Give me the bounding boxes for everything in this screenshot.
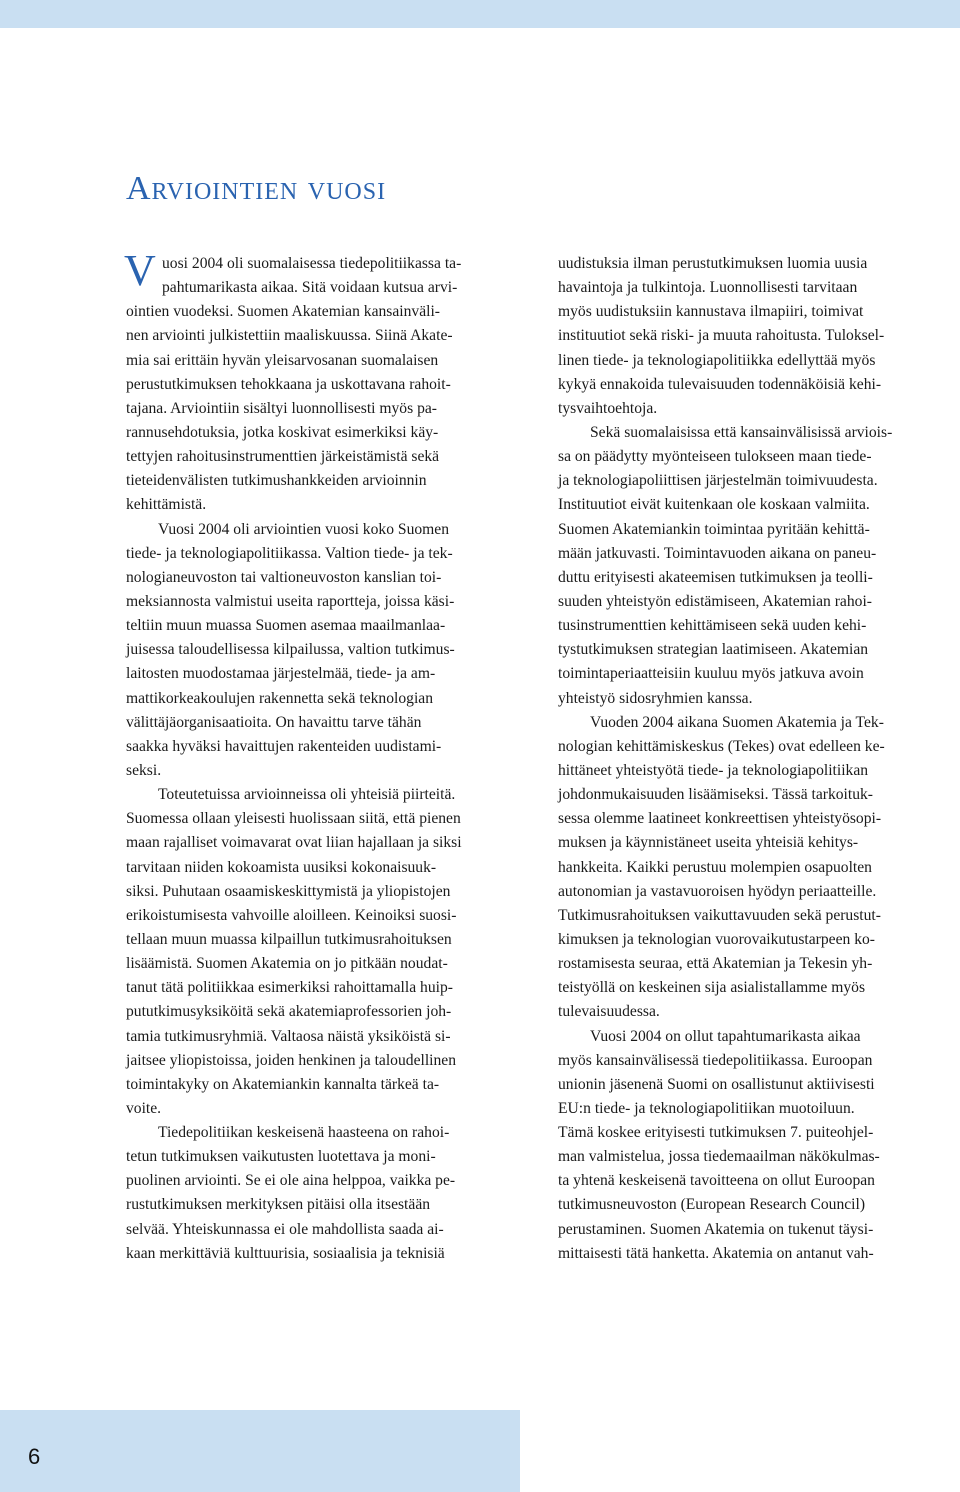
text-line: uudistuksia ilman perustutkimuksen luomia uusia bbox=[558, 255, 868, 272]
text-line: toimintaperiaatteisiin kuuluu myös jatkuva avoin bbox=[558, 665, 864, 683]
text-line: puolinen arviointi. Se ei ole aina helppoa, vaikka pe- bbox=[126, 1172, 456, 1190]
left-text-column bbox=[126, 252, 514, 1266]
text-line: pahtumarikasta aikaa. Sitä voidaan kutsua arvi- bbox=[162, 279, 458, 297]
right-text-column bbox=[558, 252, 946, 1266]
text-line: tystutkimuksen strategian laatimiseen. Akatemian bbox=[558, 641, 869, 659]
text-line: tanut tätä politiikkaa esimerkiksi rahoittamalla huip- bbox=[126, 979, 453, 997]
drop-cap: V bbox=[124, 246, 156, 295]
text-line: kykyä ennakoida tulevaisuuden todennäköisiä kehi- bbox=[558, 375, 882, 393]
text-line: kaan merkittäviä kulttuurisia, sosiaalisia ja teknisiä bbox=[126, 1244, 445, 1262]
text-line: autonomian ja vastavuoroisen hyödyn periaatteille. bbox=[558, 882, 877, 900]
text-line: perustaminen. Suomen Akatemia on tukenut täysi- bbox=[558, 1220, 874, 1238]
text-line: Suomen Akatemiankin toimintaa pyritään kehittä- bbox=[558, 520, 870, 538]
text-line: mattikorkeakoulujen rakennetta sekä teknologian bbox=[126, 689, 434, 707]
text-line: instituutiot sekä riski- ja muuta rahoitusta. Tuloksel- bbox=[558, 327, 885, 345]
text-line: tulevaisuudessa. bbox=[558, 1003, 660, 1021]
text-line: suuden yhteistyön edistämiseen, Akatemian rahoi- bbox=[558, 592, 872, 610]
text-line: tetun tutkimuksen vaikutusten luotettava ja moni- bbox=[126, 1148, 436, 1166]
text-line: Sekä suomalaisissa että kansainvälisissä arviois- bbox=[590, 423, 893, 441]
text-line: ointien vuodeksi. Suomen Akatemian kansainväli- bbox=[126, 303, 440, 321]
text-line: laitosten muodostamaa järjestelmää, tiede- ja am- bbox=[126, 665, 436, 683]
text-line: mittaisesti tätä hanketta. Akatemia on antanut vah- bbox=[558, 1244, 874, 1262]
text-line: nologian kehittämiskeskus (Tekes) ovat edelleen ke- bbox=[558, 737, 885, 755]
text-line: sa on päädytty myönteiseen tulokseen maan tiede- bbox=[558, 448, 872, 466]
text-line: mia sai erittäin hyvän yleisarvosanan suomalaisen bbox=[126, 351, 439, 369]
text-line: linen tiede- ja teknologiapolitiikka edellyttää myös bbox=[558, 351, 876, 369]
text-line: myös kansainvälisessä tiedepolitiikassa. Euroopan bbox=[558, 1051, 873, 1069]
page-number: 6 bbox=[28, 1444, 41, 1469]
text-line: kehittämistä. bbox=[126, 496, 207, 514]
text-line: toimintakyky on Akatemiankin kannalta tärkeä ta- bbox=[126, 1075, 440, 1093]
text-line: johdonmukaisuuden lisäämiseksi. Tässä tarkoituk- bbox=[558, 786, 874, 804]
text-line: selvää. Yhteiskunnassa ei ole mahdollista saada ai- bbox=[126, 1220, 444, 1238]
text-line: tutkimusneuvoston (European Research Council) bbox=[558, 1196, 866, 1214]
text-line: saakka hyväksi havaittujen rakenteiden uudistami- bbox=[126, 737, 442, 755]
text-line: tarvitaan niiden kokoamista uusiksi kokonaisuuk- bbox=[126, 858, 437, 876]
text-line: tettyjen rahoitusinstrumenttien järkeistämistä sekä bbox=[126, 448, 440, 466]
text-line: sessa olemme laatineet konkreettisen yhteistyösopi- bbox=[558, 810, 882, 828]
text-line: välittäjäorganisaatioita. On havaittu tarve tähän bbox=[126, 713, 422, 731]
text-line: rannusehdotuksia, jotka koskivat esimerkiksi käy- bbox=[126, 423, 439, 441]
text-line: tiede- ja teknologiapolitiikassa. Valtion tiede- ja tek- bbox=[126, 544, 453, 562]
text-line: nologianeuvoston tai valtioneuvoston kanslian toi- bbox=[126, 568, 442, 586]
text-line: duttu erityisesti akateemisen tutkimuksen ja teolli- bbox=[558, 568, 873, 586]
text-line: yhteistyö sidosryhmien kanssa. bbox=[558, 689, 753, 707]
text-line: maan rajalliset voimavarat ovat liian hajallaan ja siksi bbox=[126, 834, 462, 852]
top-color-band bbox=[0, 0, 960, 28]
text-line: lisäämistä. Suomen Akatemia on jo pitkään noudat- bbox=[126, 955, 448, 973]
text-line: Instituutiot eivät kuitenkaan ole koskaan valmiita. bbox=[558, 496, 870, 514]
text-line: Suomessa ollaan yleisesti huolissaan siitä, että pienen bbox=[126, 810, 461, 828]
text-line: pututkimusyksiköitä sekä akatemiaprofessorien joh- bbox=[126, 1003, 452, 1021]
text-line: tellaan muun muassa kilpaillun tutkimusrahoituksen bbox=[126, 930, 452, 948]
text-line: tajana. Arviointiin sisältyi luonnollisesti myös pa- bbox=[126, 399, 437, 417]
text-line: Vuosi 2004 oli arviointien vuosi koko Suomen bbox=[158, 520, 450, 538]
text-line: man valmistelua, jossa tiedemaailman näkökulmas- bbox=[558, 1148, 880, 1166]
text-line: jaitsee yliopistoissa, joiden henkinen ja taloudellinen bbox=[126, 1051, 456, 1069]
text-line: rustutkimuksen merkityksen pitäisi olla itsestään bbox=[126, 1196, 431, 1214]
text-line: uosi 2004 oli suomalaisessa tiedepolitiikassa ta- bbox=[162, 255, 462, 272]
text-line: tysvaihtoehtoja. bbox=[558, 399, 658, 417]
text-line: hittäneet yhteistyötä tiede- ja teknologiapolitiikan bbox=[558, 761, 869, 779]
text-line: Tiedepolitiikan keskeisenä haasteena on rahoi- bbox=[158, 1124, 450, 1142]
text-line: erikoistumisesta vahvoille aloilleen. Keinoiksi suosi- bbox=[126, 906, 457, 924]
text-line: Vuosi 2004 on ollut tapahtumarikasta aikaa bbox=[590, 1027, 861, 1045]
text-line: hankkeita. Kaikki perustuu molempien osapuolten bbox=[558, 858, 872, 876]
text-line: meksiannosta valmistui useita raportteja, joissa käsi- bbox=[126, 592, 455, 610]
text-line: havaintoja ja tulkintoja. Luonnollisesti tarvitaan bbox=[558, 279, 858, 297]
text-line: EU:n tiede- ja teknologiapolitiikan muotoiluun. bbox=[558, 1099, 855, 1117]
text-line: perustutkimuksen tehokkaana ja uskottavana rahoit- bbox=[126, 375, 451, 393]
text-line: teltiin muun muassa Suomen asemaa maailmanlaa- bbox=[126, 617, 446, 635]
text-line: siksi. Puhutaan osaamiskeskittymistä ja yliopistojen bbox=[126, 882, 451, 900]
text-line: kimuksen ja teknologian vuorovaikutustarpeen ko- bbox=[558, 930, 875, 948]
text-line: teistyöllä on keskeinen sija asialistallamme myös bbox=[558, 979, 866, 997]
page-title: Arviointien vuosi bbox=[126, 170, 387, 207]
text-line: unionin jäsenenä Suomi on osallistunut aktiivisesti bbox=[558, 1075, 875, 1093]
text-line: Tutkimusrahoituksen vaikuttavuuden sekä perustut- bbox=[558, 906, 881, 924]
text-line: myös uudistuksiin kannustava ilmapiiri, toimivat bbox=[558, 303, 864, 321]
text-line: mään jatkuvasti. Toimintavuoden aikana on paneu- bbox=[558, 544, 877, 562]
text-line: muksen ja käynnistäneet useita yhteisiä kehitys- bbox=[558, 834, 859, 852]
text-line: Tämä koskee erityisesti tutkimuksen 7. puiteohjel- bbox=[558, 1124, 874, 1142]
text-line: nen arviointi julkistettiin maaliskuussa. Siinä Akate- bbox=[126, 327, 453, 345]
text-line: Toteutetuissa arvioinneissa oli yhteisiä piirteitä. bbox=[158, 786, 456, 804]
text-line: tamia tutkimusryhmiä. Valtaosa näistä yksiköistä si- bbox=[126, 1027, 451, 1045]
text-line: juisessa taloudellisessa kilpailussa, valtion tutkimus- bbox=[126, 641, 455, 659]
text-line: ja teknologiapoliittisen järjestelmän toimivuudesta. bbox=[558, 472, 878, 490]
text-line: tusinstrumenttien kehittämiseen sekä uuden kehi- bbox=[558, 617, 867, 635]
text-line: tieteidenvälisten tutkimushankkeiden arvioinnin bbox=[126, 472, 427, 490]
text-line: rostamisesta seuraa, että Akatemian ja Tekesin yh- bbox=[558, 955, 873, 973]
text-line: seksi. bbox=[126, 761, 162, 779]
text-line: ta yhtenä keskeisenä tavoitteena on ollut Euroopan bbox=[558, 1172, 875, 1190]
text-line: voite. bbox=[126, 1099, 162, 1117]
text-line: Vuoden 2004 aikana Suomen Akatemia ja Tek- bbox=[590, 713, 884, 731]
footer-color-band bbox=[0, 1410, 520, 1492]
